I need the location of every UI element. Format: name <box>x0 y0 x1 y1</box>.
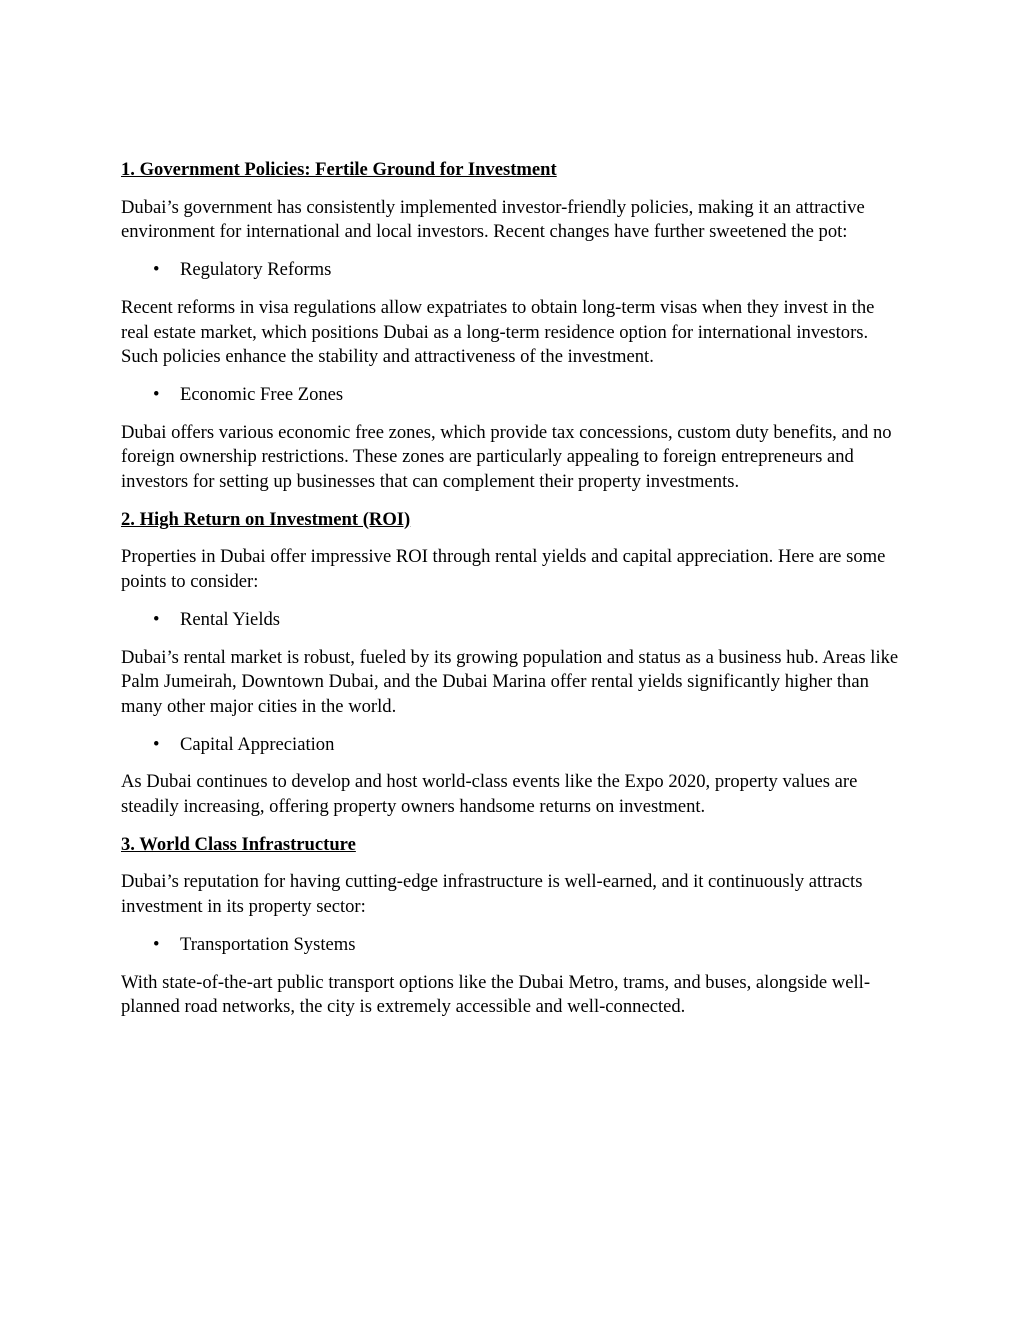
bullet-item <box>121 933 905 958</box>
bullet-paragraph: Dubai offers various economic free zones, which provide tax concessions, custom duty benefits, and no foreign ownership restrictions. These zones are particularly appealing to foreign entrepreneurs and investors for setting up businesses that can complement their property investments. <box>121 421 892 493</box>
bullet-item <box>121 608 905 633</box>
bullet-paragraph: As Dubai continues to develop and host world-class events like the Expo 2020, property values are steadily increasing, offering property owners handsome returns on investment. <box>121 771 858 818</box>
section-government-policies <box>121 158 905 495</box>
bullet-item <box>121 383 905 408</box>
bullet-icon: • <box>153 733 160 755</box>
bullet-label: Economic Free Zones <box>180 383 344 405</box>
document-page <box>121 158 905 1033</box>
bullet-icon: • <box>153 383 160 405</box>
section-intro: Dubai’s reputation for having cutting-edge infrastructure is well-earned, and it continuously attracts investment in its property sector: <box>121 871 863 918</box>
bullet-paragraph: Dubai’s rental market is robust, fueled by its growing population and status as a business hub. Areas like Palm Jumeirah, Downtown Dubai, and the Dubai Marina offer rental yields significantly higher than many other major cities in the world. <box>121 646 899 717</box>
section-high-roi <box>121 508 905 820</box>
section-heading: 1. Government Policies: Fertile Ground for Investment <box>121 159 557 180</box>
bullet-label: Rental Yields <box>180 608 281 630</box>
section-infrastructure <box>121 833 905 1020</box>
bullet-icon: • <box>153 608 160 630</box>
bullet-paragraph: With state-of-the-art public transport options like the Dubai Metro, trams, and buses, alongside well-planned road networks, the city is extremely accessible and well-connected. <box>121 971 871 1018</box>
section-intro: Properties in Dubai offer impressive ROI through rental yields and capital appreciation. Here are some points to consider: <box>121 546 886 593</box>
bullet-label: Transportation Systems <box>180 933 356 955</box>
bullet-icon: • <box>153 259 160 281</box>
bullet-icon: • <box>153 933 160 955</box>
bullet-paragraph: Recent reforms in visa regulations allow expatriates to obtain long-term visas when they invest in the real estate market, which positions Dubai as a long-term residence option for international investors. Such policies enhance the stability and attractiveness of the investment. <box>121 296 875 368</box>
bullet-item <box>121 258 905 283</box>
section-intro: Dubai’s government has consistently implemented investor-friendly policies, making it an attractive environment for international and local investors. Recent changes have further sweetened the pot: <box>121 196 865 243</box>
section-heading: 3. World Class Infrastructure <box>121 833 356 855</box>
bullet-label: Regulatory Reforms <box>180 259 332 281</box>
bullet-item <box>121 733 905 758</box>
bullet-label: Capital Appreciation <box>180 733 335 755</box>
section-heading: 2. High Return on Investment (ROI) <box>121 508 411 530</box>
